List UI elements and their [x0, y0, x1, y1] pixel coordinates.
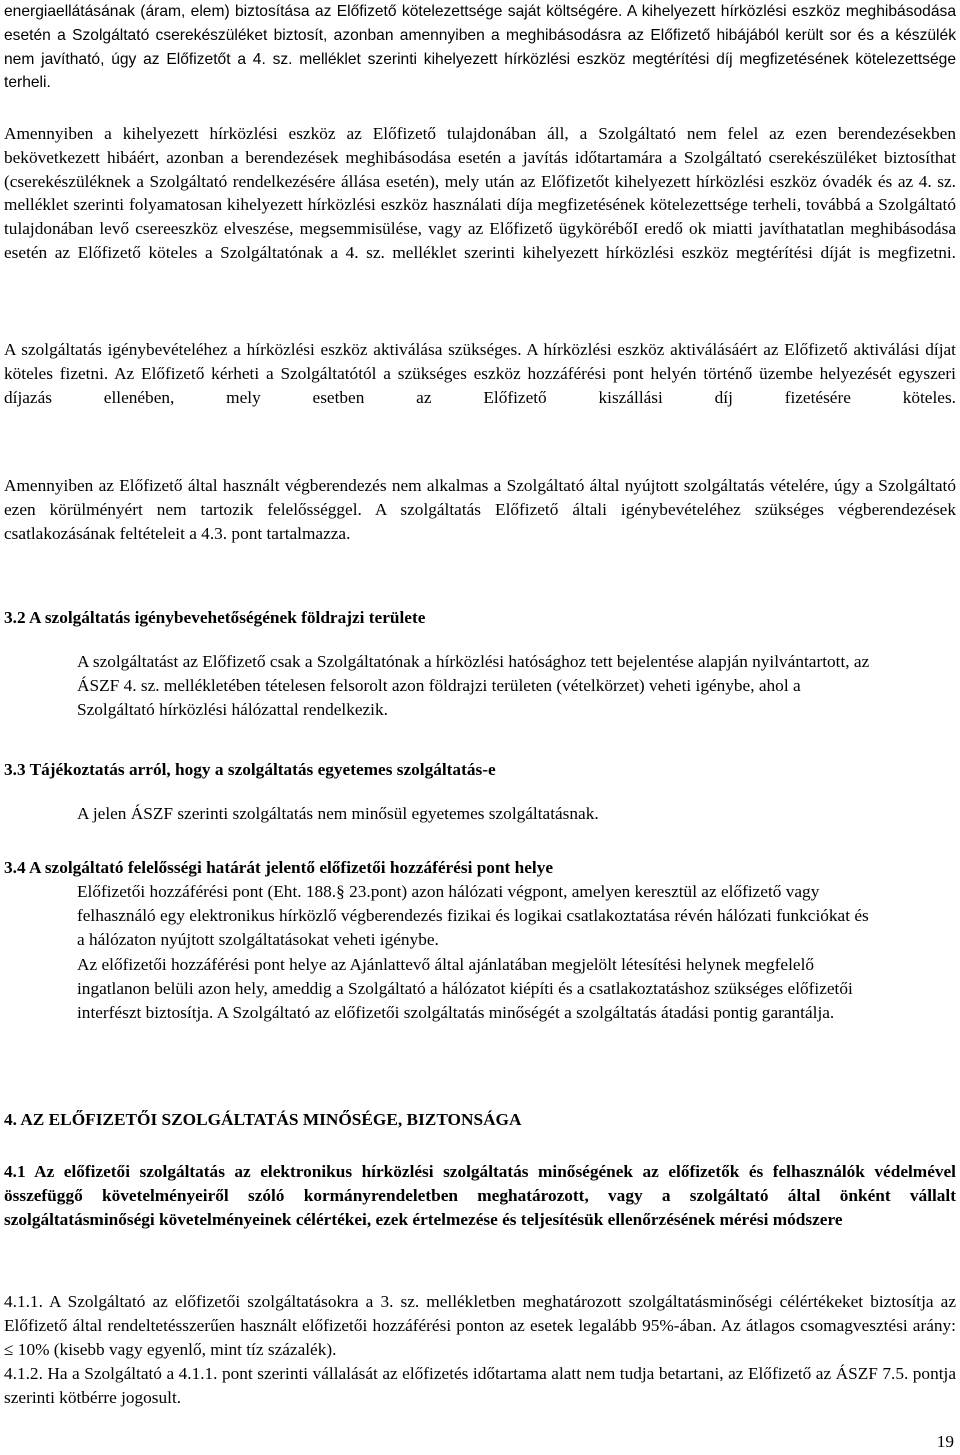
section-heading: 4.1 Az előfizetői szolgáltatás az elektronikus hírközlési szolgáltatás minőségének az előfizetők és felhasználók védelmével összefüggő követelményeiről szóló kormányrendeletben meghatározott, vagy a szolgáltató által önként vállalt szolgáltatásminőségi követelményeinek célértékei, ezek értelmezése és teljesítésük ellenőrzésének mérési módszere — [4, 1162, 956, 1229]
paragraph-text: Amennyiben az Előfizető által használt végberendezés nem alkalmas a Szolgáltató által nyújtott szolgáltatás vételére, úgy a Szolgáltató ezen körülményért nem tartozik felelősséggel. A szolgáltatás Előfizető általi igénybevételéhez szükséges végberendezések csatlakozásának feltételeit a 4.3. pont tartalmazza. — [4, 476, 956, 543]
section-4 — [4, 1108, 956, 1132]
section-body: Az előfizetői hozzáférési pont helye az Ajánlattevő által ajánlatában megjelölt létesítési helynek megfelelő ingatlanon belüli azon hely, ameddig a Szolgáltató a hálózatot kiépíti és a csatlakoztatáshoz szükséges előfizetői interfészt biztosítja. A Szolgáltató az előfizetői szolgáltatás minőségét a szolgáltatás átadási pontig garantálja. — [77, 954, 853, 1023]
section-heading: 3.4 A szolgáltató felelősségi határát jelentő előfizetői hozzáférési pont helye — [4, 858, 554, 877]
section-3-3 — [4, 758, 956, 826]
section-4-1 — [4, 1160, 956, 1232]
section-body: A szolgáltatást az Előfizető csak a Szolgáltatónak a hírközlési hatósághoz tett bejelentése alapján nyilvántartott, az ÁSZF 4. sz. mellékletében tételesen felsorolt azon földrajzi területen (vételkörzet) veheti igénybe, ahol a Szolgáltató hírközlési hálózattal rendelkezik. — [77, 652, 870, 720]
paragraph-text: A szolgáltatás igénybevételéhez a hírközlési eszköz aktiválása szükséges. A hírközlési eszköz aktiválásáért az Előfizető aktiválási díjat köteles fizetni. Az Előfizető kérheti a Szolgáltatótól a szükséges eszköz hozzáférési pont helyén történő üzembe helyezését egyszeri díjazás ellenében, mely esetben az Előfizető kiszállási díj fizetésére köteles. — [4, 340, 956, 407]
section-heading: 3.3 Tájékoztatás arról, hogy a szolgáltatás egyetemes szolgáltatás-e — [4, 760, 496, 779]
paragraph-terminal-equipment — [4, 474, 956, 545]
section-heading: 3.2 A szolgáltatás igénybevehetőségének földrajzi területe — [4, 608, 426, 627]
section-3-2 — [4, 606, 956, 723]
chapter-heading: 4. AZ ELŐFIZETŐI SZOLGÁLTATÁS MINŐSÉGE, BIZTONSÁGA — [4, 1110, 522, 1129]
paragraph-text: Amennyiben a kihelyezett hírközlési eszköz az Előfizető tulajdonában áll, a Szolgáltató nem felel az ezen berendezésekben bekövetkezett hibáért, azonban a berendezések meghibásodása esetén a javítás időtartamára a Szolgáltató cserekészüléket biztosíthat (cserekészüléknek a Szolgáltató rendelkezésére állása esetén), mely után az Előfizetőt kihelyezett hírközlési eszköz óvadék és az 4. sz. melléklet szerinti folyamatosan kihelyezett hírközlési eszköz használati díja megfizetésének kötelezettsége terheli, továbbá a Szolgáltató tulajdonában levő csereeszköz elveszése, megsemmisülése, vagy az Előfizető ügykörébőI eredő ok miatti javíthatatlan meghibásodása esetén az Előfizető köteles a Szolgáltatónak a 4. sz. melléklet szerinti kihelyezett hírközlési eszköz megtérítési díját is megfizetni. — [4, 124, 956, 262]
paragraph-text: 4.1.1. A Szolgáltató az előfizetői szolgáltatásokra a 3. sz. mellékletben meghatározott szolgáltatásminőségi célértékeket biztosítja az Előfizető által rendeltetésszerűen használt előfizetői hozzáférési ponton az esetek legalább 95%-ában. Az átlagos csomagvesztési arány: ≤ 10% (kisebb vagy egyenlő, mint tíz százalék). — [4, 1292, 956, 1359]
paragraph-device-power — [4, 0, 956, 95]
section-body: Előfizetői hozzáférési pont (Eht. 188.§ 23.pont) azon hálózati végpont, amelyen keresztül az előfizető vagy felhasználó egy elektronikus hírközlő végberendezés fizikai és logikai csatlakoztatása révén hálózati funkciókat és a hálózaton nyújtott szolgáltatásokat veheti igénybe. — [77, 882, 869, 950]
paragraph-4-1-1 — [4, 1290, 956, 1361]
section-body: A jelen ÁSZF szerinti szolgáltatás nem minősül egyetemes szolgáltatásnak. — [77, 804, 599, 823]
paragraph-owner-device — [4, 122, 956, 265]
paragraph-text: energiaellátásának (áram, elem) biztosítása az Előfizető kötelezettsége saját költségére. A kihelyezett hírközlési eszköz meghibásodása esetén a Szolgáltató cserekészüléket biztosít, azonban amennyiben a meghibásodásra az Előfizető hibájából került sor és a készülék nem javítható, úgy az Előfizetőt a 4. sz. melléklet szerinti kihelyezett hírközlési eszköz megtérítési díj megfizetésének kötelezettsége terheli. — [4, 3, 956, 92]
paragraph-activation — [4, 338, 956, 409]
paragraph-text: 4.1.2. Ha a Szolgáltató a 4.1.1. pont szerinti vállalását az előfizetés időtartama alatt nem tudja betartani, az Előfizető az ÁSZF 7.5. pontja szerinti kötbérre jogosult. — [4, 1364, 956, 1407]
section-3-4 — [4, 856, 956, 1025]
page-number: 19 — [936, 1432, 954, 1451]
paragraph-4-1-2 — [4, 1362, 956, 1410]
